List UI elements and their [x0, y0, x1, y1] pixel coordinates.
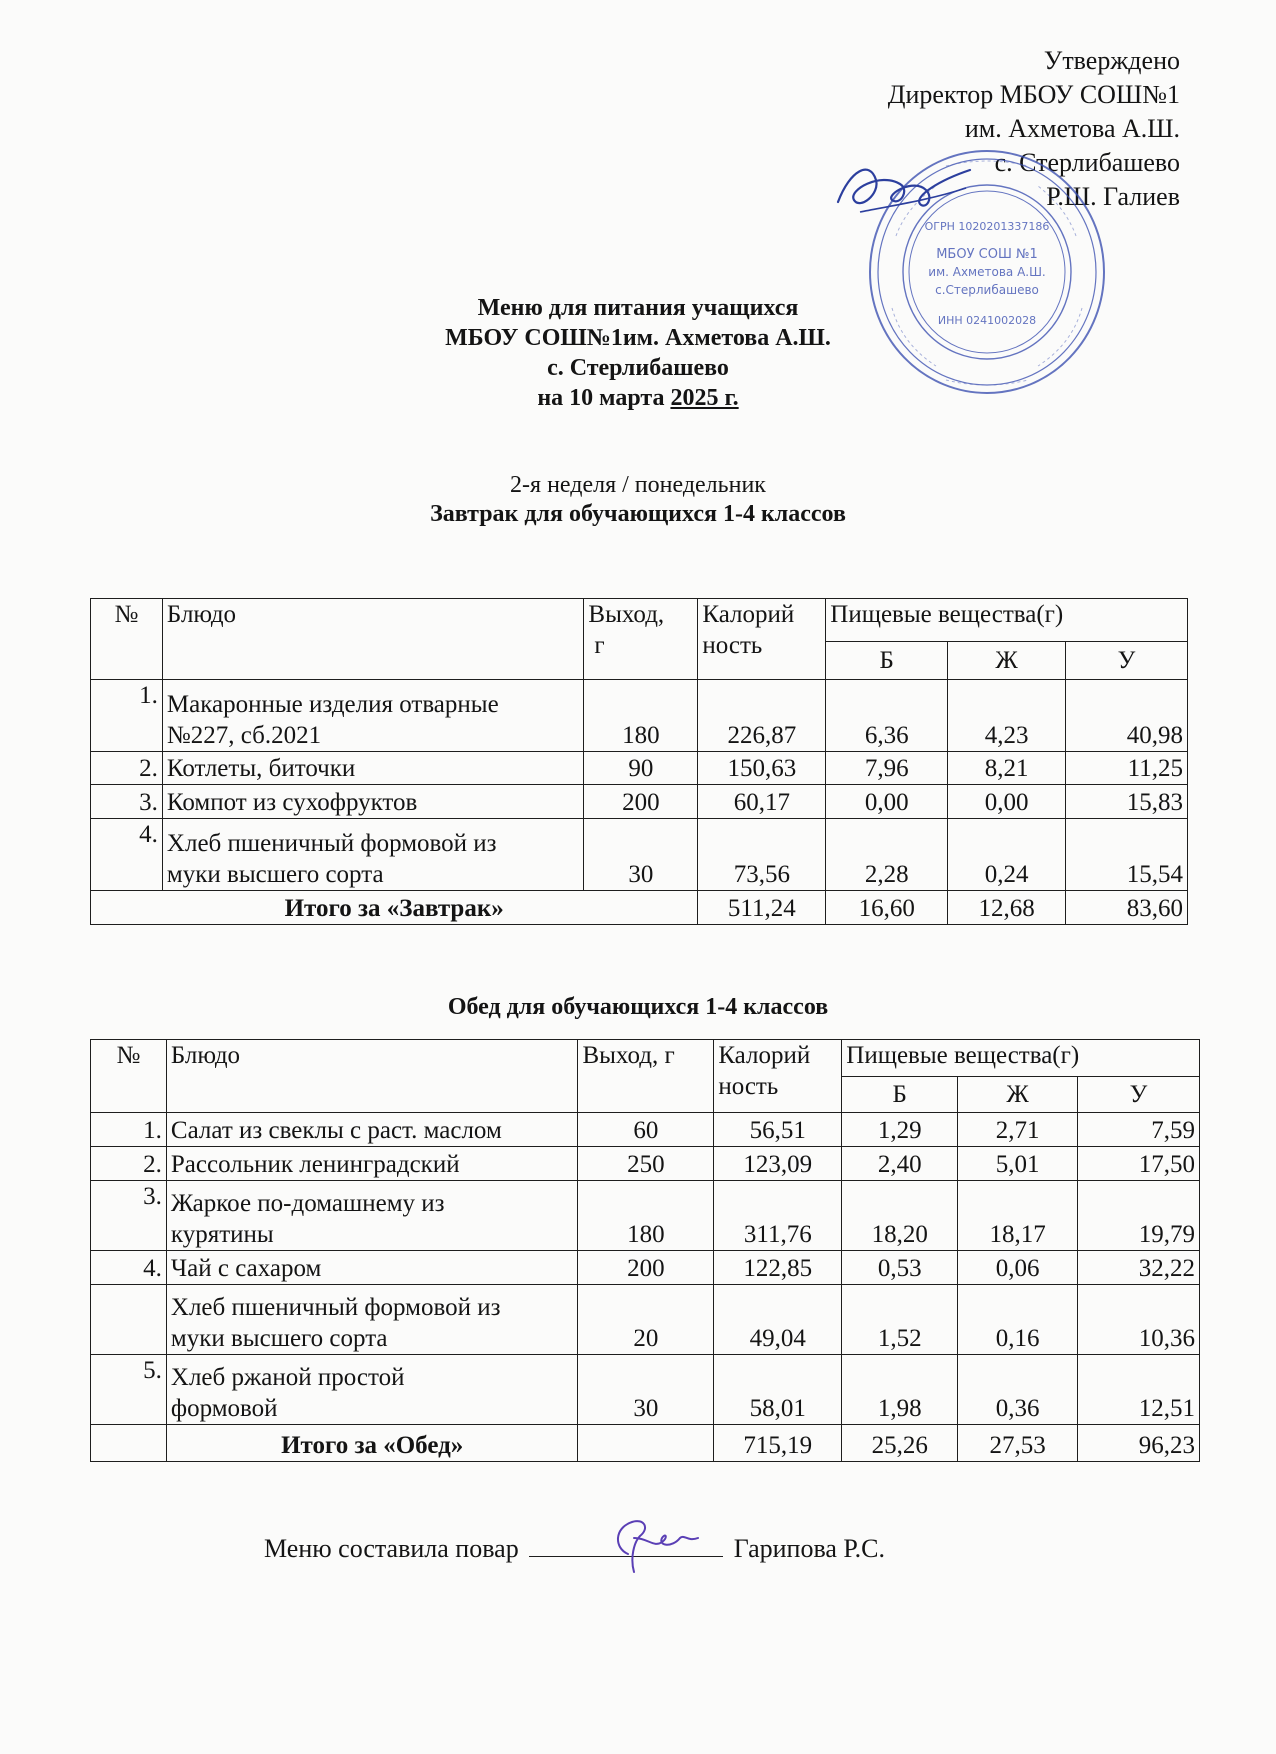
approval-school-name: им. Ахметова А.Ш. — [964, 114, 1180, 143]
header-carbs: У — [1078, 1077, 1200, 1113]
total-row — [91, 891, 1188, 925]
row-fat: 0,06 — [958, 1251, 1078, 1285]
row-dish-line2: муки высшего сорта — [170, 1325, 388, 1352]
row-carbs: 10,36 — [1078, 1285, 1200, 1355]
stamp-school-name: им. Ахметова А.Ш. — [928, 265, 1046, 279]
header-dish: Блюдо — [162, 599, 583, 680]
heading-school: МБОУ СОШ№1им. Ахметова А.Ш. — [445, 325, 831, 351]
row-dish — [166, 1181, 578, 1251]
header-calories — [698, 599, 826, 680]
row-fat: 0,36 — [958, 1355, 1078, 1425]
row-fat: 8,21 — [948, 752, 1066, 785]
header-nutrients: Пищевые вещества(г) — [842, 1040, 1200, 1077]
row-carbs: 17,50 — [1078, 1147, 1200, 1181]
row-dish — [166, 1285, 578, 1355]
row-dish: Чай с сахаром — [166, 1251, 578, 1285]
table-row — [91, 785, 1188, 819]
row-dish — [162, 680, 583, 752]
row-num: 2. — [91, 1147, 167, 1181]
total-fat: 12,68 — [948, 891, 1066, 925]
row-dish-line1: Хлеб пшеничный формовой из — [170, 1294, 501, 1321]
row-fat: 5,01 — [958, 1147, 1078, 1181]
week-day-label: 2-я неделя / понедельник — [510, 472, 766, 498]
table-row — [91, 1355, 1200, 1425]
header-protein: Б — [826, 642, 948, 680]
row-num: 1. — [91, 1113, 167, 1147]
table-row — [91, 752, 1188, 785]
table-row — [91, 1181, 1200, 1251]
footer-cook-name: Гарипова Р.С. — [733, 1534, 885, 1563]
table-header-row — [91, 599, 1188, 642]
stamp-school: МБОУ СОШ №1 — [936, 247, 1038, 262]
stamp-ogrn: ОГРН 1020201337186 — [924, 220, 1050, 233]
row-protein: 6,36 — [826, 680, 948, 752]
row-fat: 18,17 — [958, 1181, 1078, 1251]
row-dish: Салат из свеклы с раст. маслом — [166, 1113, 578, 1147]
row-calories: 56,51 — [714, 1113, 842, 1147]
row-dish-line1: Хлеб пшеничный формовой из — [166, 830, 497, 857]
row-dish — [162, 819, 583, 891]
total-num-empty — [91, 1425, 167, 1462]
row-dish — [166, 1355, 578, 1425]
table-row — [91, 1285, 1200, 1355]
row-yield: 30 — [584, 819, 698, 891]
row-protein: 2,40 — [842, 1147, 958, 1181]
row-num: 1. — [91, 680, 163, 752]
row-calories: 311,76 — [714, 1181, 842, 1251]
row-num: 5. — [91, 1355, 167, 1425]
total-protein: 16,60 — [826, 891, 948, 925]
table-row — [91, 1147, 1200, 1181]
total-calories: 715,19 — [714, 1425, 842, 1462]
row-carbs: 40,98 — [1066, 680, 1188, 752]
menu-heading — [0, 293, 1276, 413]
header-yield-line1: Выход, — [588, 601, 665, 628]
header-protein: Б — [842, 1077, 958, 1113]
footer-signature-line — [264, 1534, 885, 1564]
row-dish-line2: формовой — [170, 1395, 278, 1422]
header-carbs: У — [1066, 642, 1188, 680]
row-protein: 2,28 — [826, 819, 948, 891]
total-yield-empty — [578, 1425, 714, 1462]
row-fat: 4,23 — [948, 680, 1066, 752]
total-fat: 27,53 — [958, 1425, 1078, 1462]
director-signature — [830, 150, 980, 230]
row-dish: Компот из сухофруктов — [162, 785, 583, 819]
header-calories-line1: Калорий — [718, 1042, 811, 1069]
total-calories: 511,24 — [698, 891, 826, 925]
row-dish-line1: Макаронные изделия отварные — [166, 691, 499, 718]
table-header-row — [91, 1040, 1200, 1077]
row-num: 3. — [91, 785, 163, 819]
stamp-village: с.Стерлибашево — [935, 283, 1039, 297]
heading-date — [0, 383, 1276, 413]
row-dish-line2: муки высшего сорта — [166, 861, 384, 888]
row-carbs: 32,22 — [1078, 1251, 1200, 1285]
row-calories: 123,09 — [714, 1147, 842, 1181]
row-yield: 90 — [584, 752, 698, 785]
total-carbs: 96,23 — [1078, 1425, 1200, 1462]
row-dish-line2: курятины — [170, 1221, 274, 1248]
header-fat: Ж — [958, 1077, 1078, 1113]
header-calories-line1: Калорий — [702, 601, 795, 628]
heading-year: 2025 г. — [670, 385, 739, 411]
row-num: 4. — [91, 819, 163, 891]
row-num — [91, 1285, 167, 1355]
row-num: 2. — [91, 752, 163, 785]
row-num: 3. — [91, 1181, 167, 1251]
row-calories: 150,63 — [698, 752, 826, 785]
total-protein: 25,26 — [842, 1425, 958, 1462]
header-yield: Выход, г — [578, 1040, 714, 1113]
row-calories: 49,04 — [714, 1285, 842, 1355]
row-carbs: 7,59 — [1078, 1113, 1200, 1147]
row-protein: 1,98 — [842, 1355, 958, 1425]
header-yield-line2: г — [594, 632, 605, 659]
lunch-table — [90, 1039, 1200, 1462]
row-carbs: 11,25 — [1066, 752, 1188, 785]
header-calories-line2: ность — [718, 1073, 779, 1100]
row-protein: 18,20 — [842, 1181, 958, 1251]
approval-title: Утверждено — [1043, 46, 1180, 75]
header-num: № — [91, 599, 163, 680]
row-yield: 180 — [584, 680, 698, 752]
header-nutrients: Пищевые вещества(г) — [826, 599, 1188, 642]
row-carbs: 19,79 — [1078, 1181, 1200, 1251]
row-dish-line1: Жаркое по-домашнему из — [170, 1190, 445, 1217]
header-fat: Ж — [948, 642, 1066, 680]
approval-village: с. Стерлибашево — [994, 148, 1180, 177]
row-yield: 200 — [578, 1251, 714, 1285]
row-yield: 30 — [578, 1355, 714, 1425]
header-num: № — [91, 1040, 167, 1113]
row-dish: Рассольник ленинградский — [166, 1147, 578, 1181]
row-fat: 2,71 — [958, 1113, 1078, 1147]
row-protein: 0,00 — [826, 785, 948, 819]
row-calories: 60,17 — [698, 785, 826, 819]
row-yield: 250 — [578, 1147, 714, 1181]
row-dish-line1: Хлеб ржаной простой — [170, 1364, 405, 1391]
row-fat: 0,16 — [958, 1285, 1078, 1355]
row-calories: 226,87 — [698, 680, 826, 752]
table-row — [91, 680, 1188, 752]
table-row — [91, 819, 1188, 891]
total-label: Итого за «Обед» — [166, 1425, 578, 1462]
heading-date-prefix: на 10 марта — [537, 385, 671, 411]
table-row — [91, 1113, 1200, 1147]
heading-line1: Меню для питания учащихся — [477, 295, 799, 321]
row-num: 4. — [91, 1251, 167, 1285]
row-calories: 73,56 — [698, 819, 826, 891]
row-carbs: 15,54 — [1066, 819, 1188, 891]
row-dish-line2: №227, сб.2021 — [166, 722, 322, 749]
stamp-inn: ИНН 0241002028 — [937, 314, 1037, 327]
row-yield: 200 — [584, 785, 698, 819]
lunch-title: Обед для обучающихся 1-4 классов — [447, 994, 829, 1020]
row-calories: 122,85 — [714, 1251, 842, 1285]
header-yield — [584, 599, 698, 680]
header-calories — [714, 1040, 842, 1113]
breakfast-table — [90, 598, 1188, 925]
header-calories-line2: ность — [702, 632, 763, 659]
header-dish: Блюдо — [166, 1040, 578, 1113]
footer-prefix: Меню составила повар — [264, 1534, 519, 1563]
total-label: Итого за «Завтрак» — [91, 891, 698, 925]
row-yield: 60 — [578, 1113, 714, 1147]
total-row — [91, 1425, 1200, 1462]
row-carbs: 12,51 — [1078, 1355, 1200, 1425]
row-yield: 20 — [578, 1285, 714, 1355]
row-fat: 0,24 — [948, 819, 1066, 891]
row-protein: 7,96 — [826, 752, 948, 785]
row-protein: 1,29 — [842, 1113, 958, 1147]
row-fat: 0,00 — [948, 785, 1066, 819]
row-dish: Котлеты, биточки — [162, 752, 583, 785]
approval-director-name: Р.Ш. Галиев — [1046, 182, 1180, 211]
table-row — [91, 1251, 1200, 1285]
row-calories: 58,01 — [714, 1355, 842, 1425]
total-carbs: 83,60 — [1066, 891, 1188, 925]
row-protein: 0,53 — [842, 1251, 958, 1285]
approval-position: Директор МБОУ СОШ№1 — [887, 80, 1180, 109]
heading-village: с. Стерлибашево — [547, 355, 729, 381]
row-protein: 1,52 — [842, 1285, 958, 1355]
row-yield: 180 — [578, 1181, 714, 1251]
breakfast-title: Завтрак для обучающихся 1-4 классов — [430, 501, 846, 527]
cook-signature — [594, 1508, 704, 1578]
row-carbs: 15,83 — [1066, 785, 1188, 819]
